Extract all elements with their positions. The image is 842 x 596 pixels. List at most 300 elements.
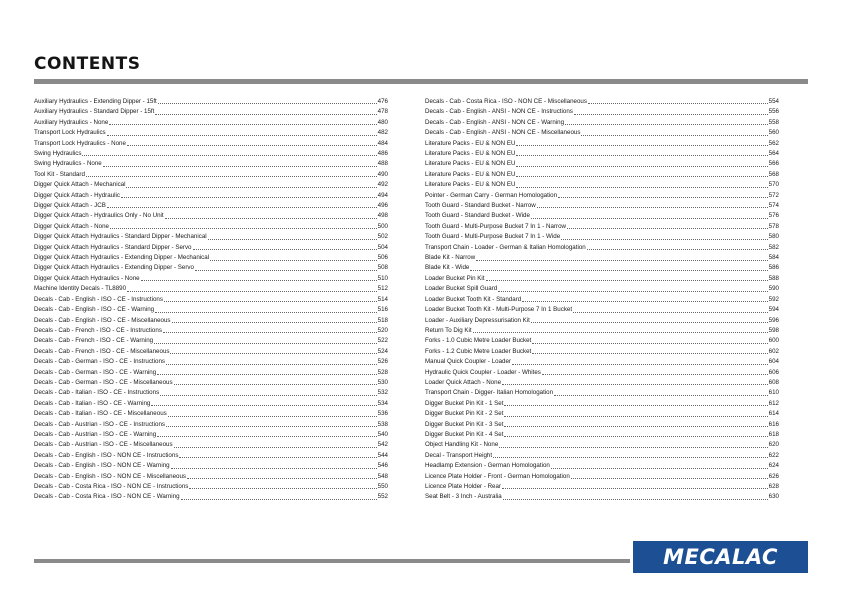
toc-entry-page: 536 <box>377 410 388 418</box>
toc-entry[interactable] <box>34 326 388 336</box>
toc-entry-title: Decals - Cab - English - ISO - NON CE - Miscellaneous <box>34 472 186 480</box>
toc-entry-title: Digger Quick Attach Hydraulics - Standard Dipper - Mechanical <box>34 233 207 241</box>
toc-entry-title: Blade Kit - Narrow <box>425 254 476 262</box>
toc-entry-title: Decals - Cab - Italian - ISO - CE - Miscellaneous <box>34 410 167 418</box>
toc-dot-leader <box>181 498 377 500</box>
toc-entry-page: 620 <box>768 441 779 449</box>
toc-entry[interactable] <box>425 420 779 430</box>
toc-dot-leader <box>587 248 768 250</box>
toc-entry[interactable] <box>425 482 779 492</box>
toc-entry[interactable] <box>425 107 779 117</box>
toc-entry[interactable] <box>34 409 388 419</box>
toc-entry[interactable] <box>425 295 779 305</box>
toc-entry-title: Tooth Guard - Multi-Purpose Bucket 7 In 1 - Narrow <box>425 222 566 230</box>
toc-dot-leader <box>502 487 768 489</box>
toc-entry-page: 576 <box>768 212 779 220</box>
toc-entry-page: 574 <box>768 202 779 210</box>
toc-entry-title: Digger Quick Attach - JCB <box>34 202 106 210</box>
toc-dot-leader <box>82 154 376 156</box>
toc-dot-leader <box>567 227 768 229</box>
toc-entry[interactable] <box>425 180 779 190</box>
toc-dot-leader <box>516 175 767 177</box>
toc-entry-page: 538 <box>377 420 388 428</box>
toc-dot-leader <box>154 342 377 344</box>
toc-entry-title: Return To Dig Kit <box>425 326 472 334</box>
toc-dot-leader <box>499 446 767 448</box>
toc-dot-leader <box>168 415 377 417</box>
toc-entry[interactable] <box>34 159 388 169</box>
toc-entry-title: Decals - Cab - Italian - ISO - CE - Warning <box>34 399 151 407</box>
toc-entry-page: 486 <box>377 150 388 158</box>
toc-entry-page: 612 <box>768 399 779 407</box>
toc-dot-leader <box>516 144 767 146</box>
toc-entry-page: 596 <box>768 316 779 324</box>
toc-entry-page: 626 <box>768 472 779 480</box>
toc-entry[interactable] <box>34 222 388 232</box>
toc-entry[interactable] <box>425 430 779 440</box>
toc-entry[interactable] <box>425 159 779 169</box>
toc-entry-page: 616 <box>768 420 779 428</box>
toc-dot-leader <box>166 425 377 427</box>
toc-entry-page: 592 <box>768 295 779 303</box>
toc-entry-title: Digger Quick Attach - Hydraulic <box>34 191 120 199</box>
toc-entry-title: Decals - Cab - Costa Rica - ISO - NON CE - Miscellaneous <box>425 97 587 105</box>
toc-entry-page: 542 <box>377 441 388 449</box>
toc-entry[interactable] <box>34 284 388 294</box>
toc-entry-title: Loader Bucket Pin Kit <box>425 274 485 282</box>
toc-entry[interactable] <box>425 492 779 502</box>
toc-entry[interactable] <box>34 399 388 409</box>
toc-entry-page: 492 <box>377 181 388 189</box>
toc-entry[interactable] <box>34 253 388 263</box>
toc-entry[interactable] <box>425 472 779 482</box>
toc-dot-leader <box>565 123 768 125</box>
toc-entry-title: Loader - Auxiliary Depressurisation Kit <box>425 316 530 324</box>
toc-entry-title: Licence Plate Holder - Rear <box>425 483 502 491</box>
toc-dot-leader <box>503 498 768 500</box>
toc-dot-leader <box>502 383 768 385</box>
toc-entry-title: Transport Chain - Loader - German & Italian Homologation <box>425 243 586 251</box>
toc-entry-title: Digger Bucket Pin Kit - 2 Set <box>425 410 504 418</box>
toc-dot-leader <box>165 217 377 219</box>
toc-entry-title: Auxiliary Hydraulics - Extending Dipper - 15ft <box>34 97 157 105</box>
toc-entry[interactable] <box>34 388 388 398</box>
toc-entry-page: 600 <box>768 337 779 345</box>
toc-entry[interactable] <box>425 451 779 461</box>
toc-dot-leader <box>573 311 768 313</box>
toc-entry-page: 572 <box>768 191 779 199</box>
toc-entry[interactable] <box>425 128 779 138</box>
mecalac-logo <box>633 541 808 573</box>
toc-dot-leader <box>174 446 377 448</box>
toc-dot-leader <box>571 477 768 479</box>
toc-entry[interactable] <box>425 139 779 149</box>
toc-entry-page: 518 <box>377 316 388 324</box>
toc-entry-page: 478 <box>377 108 388 116</box>
toc-entry-page: 534 <box>377 399 388 407</box>
toc-entry[interactable] <box>425 211 779 221</box>
toc-entry[interactable] <box>34 149 388 159</box>
toc-dot-leader <box>107 206 377 208</box>
toc-entry-page: 500 <box>377 222 388 230</box>
toc-entry-title: Decals - Cab - English - ISO - CE - Warning <box>34 306 155 314</box>
toc-entry-page: 552 <box>377 493 388 501</box>
toc-entry-title: Loader Bucket Spill Guard <box>425 285 498 293</box>
toc-dot-leader <box>486 279 768 281</box>
toc-entry-title: Decals - Cab - English - ANSI - NON CE - Miscellaneous <box>425 129 581 137</box>
toc-dot-leader <box>208 238 377 240</box>
toc-entry[interactable] <box>34 316 388 326</box>
toc-entry-page: 498 <box>377 212 388 220</box>
toc-entry-title: Auxiliary Hydraulics - Standard Dipper - 15ft <box>34 108 155 116</box>
toc-entry[interactable] <box>425 274 779 284</box>
toc-dot-leader <box>172 321 377 323</box>
toc-dot-leader <box>516 165 767 167</box>
toc-entry[interactable] <box>425 347 779 357</box>
toc-entry-title: Forks - 1.0 Cubic Metre Loader Bucket <box>425 337 532 345</box>
toc-dot-leader <box>170 352 376 354</box>
toc-entry[interactable] <box>34 482 388 492</box>
toc-dot-leader <box>537 206 768 208</box>
toc-entry-title: Transport Chain - Digger- Italian Homologation <box>425 389 554 397</box>
toc-dot-leader <box>155 311 377 313</box>
toc-entry-title: Decals - Cab - French - ISO - CE - Instructions <box>34 326 162 334</box>
toc-entry-page: 578 <box>768 222 779 230</box>
toc-entry-title: Loader Quick Attach - None <box>425 378 502 386</box>
toc-entry-page: 484 <box>377 139 388 147</box>
toc-entry-page: 488 <box>377 160 388 168</box>
toc-dot-leader <box>473 331 768 333</box>
toc-entry-title: Decals - Cab - English - ANSI - NON CE - Instructions <box>425 108 573 116</box>
toc-dot-leader <box>179 456 376 458</box>
toc-dot-leader <box>561 238 768 240</box>
toc-entry-page: 588 <box>768 274 779 282</box>
toc-dot-leader <box>554 394 768 396</box>
toc-dot-leader <box>195 269 377 271</box>
top-divider <box>34 79 808 84</box>
toc-entry-title: Decals - Cab - French - ISO - CE - Warning <box>34 337 154 345</box>
toc-entry-title: Auxiliary Hydraulics - None <box>34 118 109 126</box>
toc-dot-leader <box>574 113 768 115</box>
toc-entry-title: Decals - Cab - English - ISO - NON CE - Instructions <box>34 451 179 459</box>
toc-dot-leader <box>141 279 377 281</box>
toc-entry-page: 554 <box>768 97 779 105</box>
toc-entry-page: 530 <box>377 378 388 386</box>
toc-entry[interactable] <box>425 461 779 471</box>
toc-entry[interactable] <box>425 191 779 201</box>
toc-entry-title: Decals - Cab - Austrian - ISO - CE - Instructions <box>34 420 166 428</box>
toc-entry-title: Decals - Cab - Costa Rica - ISO - NON CE - Instructions <box>34 483 189 491</box>
toc-entry[interactable] <box>34 97 388 107</box>
toc-entry[interactable] <box>34 357 388 367</box>
toc-entry[interactable] <box>34 264 388 274</box>
toc-dot-leader <box>171 467 377 469</box>
toc-entry-title: Swing Hydraulics <box>34 150 82 158</box>
toc-entry-page: 564 <box>768 150 779 158</box>
toc-entry-page: 570 <box>768 181 779 189</box>
toc-entry-title: Decals - Cab - English - ANSI - NON CE - Warning <box>425 118 565 126</box>
toc-entry[interactable] <box>425 264 779 274</box>
toc-entry-page: 506 <box>377 254 388 262</box>
toc-entry[interactable] <box>425 326 779 336</box>
toc-entry[interactable] <box>34 274 388 284</box>
toc-entry-page: 566 <box>768 160 779 168</box>
toc-entry-title: Digger Quick Attach - Mechanical <box>34 181 126 189</box>
toc-entry-title: Object Handling Kit - None <box>425 441 499 449</box>
toc-entry-page: 582 <box>768 243 779 251</box>
toc-entry[interactable] <box>425 243 779 253</box>
toc-entry-title: Decals - Cab - Italian - ISO - CE - Instructions <box>34 389 160 397</box>
toc-entry[interactable] <box>34 128 388 138</box>
toc-dot-leader <box>532 352 767 354</box>
toc-entry-title: Transport Lock Hydraulics - None <box>34 139 126 147</box>
toc-dot-leader <box>504 415 767 417</box>
toc-entry-title: Digger Bucket Pin Kit - 3 Set <box>425 420 504 428</box>
toc-entry-page: 508 <box>377 264 388 272</box>
toc-entry[interactable] <box>34 243 388 253</box>
toc-entry-title: Seat Belt - 3 Inch - Australia <box>425 493 502 501</box>
toc-entry[interactable] <box>34 107 388 117</box>
toc-entry[interactable] <box>34 191 388 201</box>
toc-entry[interactable] <box>425 201 779 211</box>
toc-entry-title: Literature Packs - EU & NON EU <box>425 150 516 158</box>
toc-entry[interactable] <box>34 201 388 211</box>
toc-entry-page: 520 <box>377 326 388 334</box>
toc-entry[interactable] <box>425 388 779 398</box>
toc-entry-page: 568 <box>768 170 779 178</box>
toc-entry-title: Digger Quick Attach Hydraulics - Standard Dipper - Servo <box>34 243 192 251</box>
toc-entry[interactable] <box>34 451 388 461</box>
toc-entry-title: Decals - Cab - German - ISO - CE - Instructions <box>34 358 166 366</box>
toc-entry[interactable] <box>34 420 388 430</box>
toc-entry-page: 622 <box>768 451 779 459</box>
toc-entry[interactable] <box>34 347 388 357</box>
toc-entry-title: Loader Bucket Tooth Kit - Standard <box>425 295 522 303</box>
toc-entry-page: 480 <box>377 118 388 126</box>
toc-entry-page: 624 <box>768 462 779 470</box>
toc-entry-title: Literature Packs - EU & NON EU <box>425 139 516 147</box>
toc-entry-title: Pointer - German Carry - German Homologation <box>425 191 558 199</box>
toc-entry-title: Decals - Cab - English - ISO - NON CE - Warning <box>34 462 170 470</box>
toc-entry[interactable] <box>425 149 779 159</box>
toc-entry[interactable] <box>34 139 388 149</box>
toc-entry-page: 514 <box>377 295 388 303</box>
toc-dot-leader <box>516 186 767 188</box>
toc-entry-page: 614 <box>768 410 779 418</box>
toc-entry-page: 528 <box>377 368 388 376</box>
toc-entry[interactable] <box>425 409 779 419</box>
toc-entry[interactable] <box>34 295 388 305</box>
logo-text: MECALAC <box>663 545 778 569</box>
toc-entry-page: 550 <box>377 483 388 491</box>
toc-entry-page: 522 <box>377 337 388 345</box>
toc-entry[interactable] <box>34 368 388 378</box>
toc-entry-page: 516 <box>377 306 388 314</box>
toc-entry-page: 630 <box>768 493 779 501</box>
toc-entry-page: 540 <box>377 430 388 438</box>
toc-entry-page: 562 <box>768 139 779 147</box>
toc-entry-title: Digger Bucket Pin Kit - 4 Set <box>425 430 504 438</box>
toc-dot-leader <box>174 383 377 385</box>
toc-entry-title: Decals - Cab - Austrian - ISO - CE - Warning <box>34 430 157 438</box>
toc-entry-page: 560 <box>768 129 779 137</box>
toc-entry-title: Hydraulic Quick Coupler - Loader - Whites <box>425 368 541 376</box>
toc-entry-page: 496 <box>377 202 388 210</box>
toc-entry-title: Literature Packs - EU & NON EU <box>425 170 516 178</box>
toc-entry-page: 512 <box>377 285 388 293</box>
toc-entry-title: Machine Identity Decals - TL8890 <box>34 285 127 293</box>
toc-entry-page: 544 <box>377 451 388 459</box>
toc-entry[interactable] <box>34 336 388 346</box>
toc-entry-title: Decals - Cab - Austrian - ISO - CE - Miscellaneous <box>34 441 173 449</box>
toc-dot-leader <box>531 321 768 323</box>
toc-entry[interactable] <box>425 97 779 107</box>
toc-entry-title: Digger Quick Attach Hydraulics - None <box>34 274 140 282</box>
toc-entry-page: 618 <box>768 430 779 438</box>
toc-entry[interactable] <box>34 170 388 180</box>
toc-entry-title: Decals - Cab - German - ISO - CE - Miscellaneous <box>34 378 173 386</box>
toc-entry-title: Tooth Guard - Standard Bucket - Wide <box>425 212 530 220</box>
toc-entry[interactable] <box>34 232 388 242</box>
toc-dot-leader <box>163 331 377 333</box>
toc-entry-title: Literature Packs - EU & NON EU <box>425 160 516 168</box>
toc-dot-leader <box>166 363 377 365</box>
toc-entry-page: 606 <box>768 368 779 376</box>
toc-entry[interactable] <box>34 430 388 440</box>
toc-entry-page: 526 <box>377 358 388 366</box>
toc-dot-leader <box>512 363 768 365</box>
toc-entry-page: 546 <box>377 462 388 470</box>
toc-entry-title: Literature Packs - EU & NON EU <box>425 181 516 189</box>
toc-entry[interactable] <box>34 305 388 315</box>
toc-dot-leader <box>110 227 377 229</box>
toc-entry-page: 524 <box>377 347 388 355</box>
toc-entry-page: 608 <box>768 378 779 386</box>
toc-dot-leader <box>160 394 377 396</box>
toc-entry-page: 548 <box>377 472 388 480</box>
toc-dot-leader <box>470 269 767 271</box>
toc-entry[interactable] <box>425 253 779 263</box>
toc-entry[interactable] <box>425 368 779 378</box>
toc-entry-title: Digger Quick Attach - None <box>34 222 109 230</box>
toc-dot-leader <box>109 123 376 125</box>
toc-entry-title: Digger Quick Attach - Hydraulics Only - No Unit <box>34 212 164 220</box>
toc-entry-page: 628 <box>768 483 779 491</box>
toc-entry-page: 504 <box>377 243 388 251</box>
toc-entry-page: 590 <box>768 285 779 293</box>
toc-entry-title: Decals - Cab - Costa Rica - ISO - NON CE - Warning <box>34 493 180 501</box>
toc-dot-leader <box>551 467 768 469</box>
toc-entry-title: Decals - Cab - German - ISO - CE - Warning <box>34 368 157 376</box>
toc-dot-leader <box>103 165 377 167</box>
toc-entry[interactable] <box>34 118 388 128</box>
toc-entry-page: 490 <box>377 170 388 178</box>
toc-entry-title: Licence Plate Holder - Front - German Homologation <box>425 472 570 480</box>
toc-dot-leader <box>476 259 767 261</box>
toc-entry-title: Tool Kit - Standard <box>34 170 85 178</box>
toc-dot-leader <box>542 373 768 375</box>
toc-entry[interactable] <box>34 461 388 471</box>
toc-entry[interactable] <box>425 118 779 128</box>
toc-dot-leader <box>581 134 767 136</box>
toc-dot-leader <box>126 186 376 188</box>
toc-entry-page: 556 <box>768 108 779 116</box>
toc-dot-leader <box>504 404 767 406</box>
toc-entry-page: 502 <box>377 233 388 241</box>
page-title: CONTENTS <box>34 54 141 74</box>
bottom-divider <box>34 559 630 563</box>
toc-entry-page: 494 <box>377 191 388 199</box>
toc-entry-title: Digger Quick Attach Hydraulics - Extending Dipper - Servo <box>34 264 194 272</box>
toc-dot-leader <box>189 487 376 489</box>
toc-dot-leader <box>498 290 767 292</box>
toc-dot-leader <box>210 259 377 261</box>
toc-dot-leader <box>127 290 377 292</box>
toc-dot-leader <box>516 154 767 156</box>
toc-entry-page: 584 <box>768 254 779 262</box>
toc-entry[interactable] <box>425 316 779 326</box>
toc-dot-leader <box>155 113 376 115</box>
toc-dot-leader <box>187 477 377 479</box>
toc-dot-leader <box>504 425 767 427</box>
toc-entry-title: Digger Bucket Pin Kit - 1 Set <box>425 399 504 407</box>
toc-entry[interactable] <box>34 378 388 388</box>
toc-entry[interactable] <box>34 211 388 221</box>
toc-entry[interactable] <box>34 492 388 502</box>
toc-entry-title: Loader Bucket Tooth Kit - Multi-Purpose 7 In 1 Bucket <box>425 306 573 314</box>
toc-entry-title: Digger Quick Attach Hydraulics - Extending Dipper - Mechanical <box>34 254 210 262</box>
toc-dot-leader <box>532 342 767 344</box>
toc-entry[interactable] <box>425 284 779 294</box>
toc-entry-page: 598 <box>768 326 779 334</box>
toc-entry-page: 532 <box>377 389 388 397</box>
toc-entry[interactable] <box>34 180 388 190</box>
toc-dot-leader <box>121 196 377 198</box>
toc-entry[interactable] <box>425 336 779 346</box>
toc-dot-leader <box>531 217 768 219</box>
toc-entry-title: Decals - Cab - English - ISO - CE - Miscellaneous <box>34 316 171 324</box>
toc-entry-page: 558 <box>768 118 779 126</box>
toc-entry[interactable] <box>425 399 779 409</box>
toc-entry-page: 482 <box>377 129 388 137</box>
toc-entry-page: 510 <box>377 274 388 282</box>
toc-dot-leader <box>107 134 377 136</box>
toc-entry-page: 602 <box>768 347 779 355</box>
toc-dot-leader <box>86 175 377 177</box>
toc-entry-page: 476 <box>377 97 388 105</box>
toc-entry-title: Forks - 1.2 Cubic Metre Loader Bucket <box>425 347 532 355</box>
toc-entry[interactable] <box>425 222 779 232</box>
toc-entry[interactable] <box>425 232 779 242</box>
toc-column-left <box>34 97 388 503</box>
toc-dot-leader <box>158 102 377 104</box>
toc-entry[interactable] <box>34 440 388 450</box>
toc-entry-page: 586 <box>768 264 779 272</box>
toc-entry[interactable] <box>425 305 779 315</box>
toc-entry-title: Decals - Cab - French - ISO - CE - Miscellaneous <box>34 347 170 355</box>
toc-entry[interactable] <box>425 170 779 180</box>
toc-dot-leader <box>157 373 376 375</box>
toc-entry[interactable] <box>425 440 779 450</box>
toc-entry[interactable] <box>425 378 779 388</box>
toc-dot-leader <box>493 456 768 458</box>
toc-entry[interactable] <box>425 357 779 367</box>
toc-entry-title: Tooth Guard - Multi-Purpose Bucket 7 In 1 - Wide <box>425 233 561 241</box>
toc-entry-title: Blade Kit - Wide <box>425 264 470 272</box>
toc-dot-leader <box>157 435 376 437</box>
toc-entry[interactable] <box>34 472 388 482</box>
toc-dot-leader <box>151 404 376 406</box>
